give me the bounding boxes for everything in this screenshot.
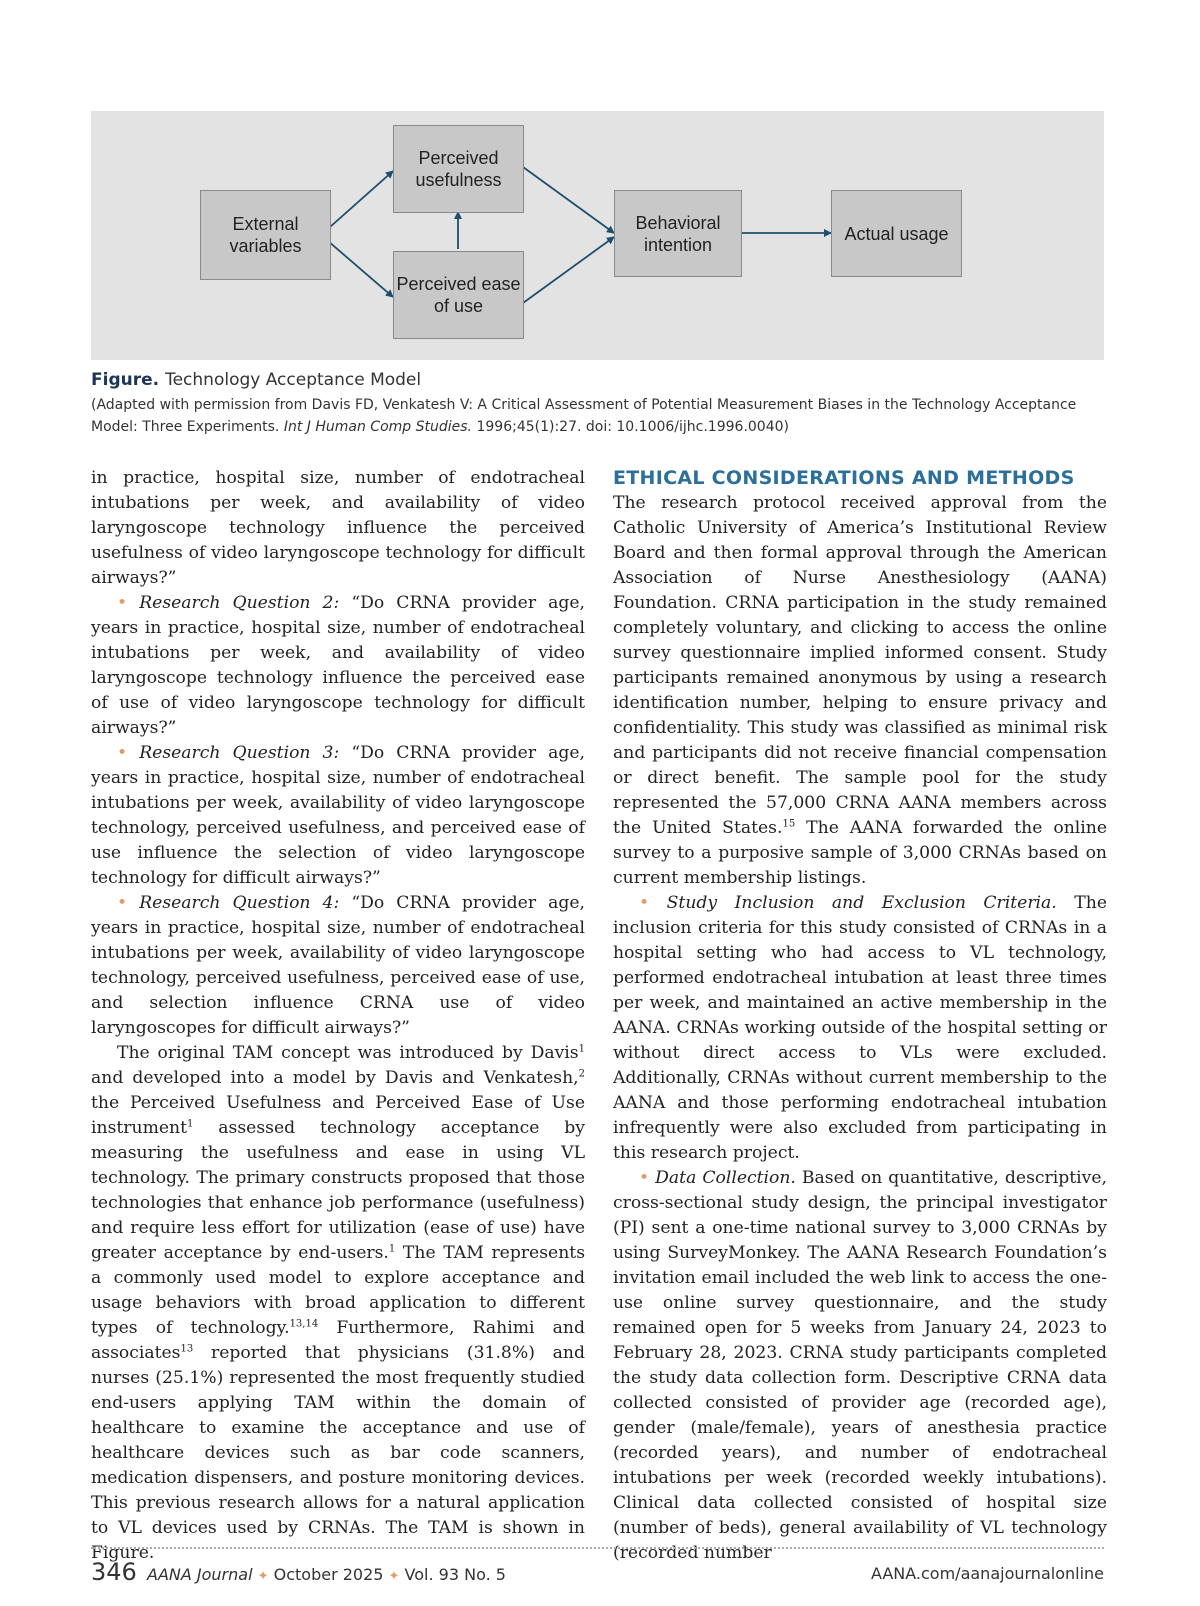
tam-text-a: The original TAM concept was introduced by Davis xyxy=(117,1043,579,1063)
research-question-4 xyxy=(91,891,585,1041)
box-perceived-usefulness xyxy=(393,125,524,213)
ref-1: 1 xyxy=(578,1043,585,1055)
caption-title: Technology Acceptance Model xyxy=(165,370,422,390)
bullet-dot: • xyxy=(117,593,128,613)
rq4-text: “Do CRNA provider age, years in practice, hospital size, number of endotracheal intubations per week, availability of video laryngoscope technology, perceived usefulness, perceived ease of use, and selection influence CRNA use of video laryngoscopes for difficult airways?” xyxy=(91,893,586,1038)
journal-name: AANA Journal xyxy=(147,1565,253,1584)
arrow-external-to-usefulness xyxy=(321,171,393,235)
bullet-dot: • xyxy=(639,893,650,913)
bullet-dot: • xyxy=(117,743,128,763)
ethics-paragraph xyxy=(613,491,1107,891)
inclusion-text: The inclusion criteria for this study consisted of CRNAs in a hospital setting who had access to VL technology, performed endotracheal intubation at least three times per week, and maintained an active membership in the AANA. CRNAs working outside of the hospital setting or without direct access to VLs were excluded. Additionally, CRNAs without current membership to the AANA and those performing endotracheal intubation infrequently were also excluded from participating in this research project. xyxy=(613,893,1108,1163)
rq4-label: Research Question 4: xyxy=(139,893,340,913)
ref-15: 15 xyxy=(782,818,796,830)
ref-13: 13 xyxy=(180,1343,194,1355)
issue-date: October 2025 xyxy=(273,1565,384,1584)
ethics-text-b: The AANA forwarded the online survey to a purposive sample of 3,000 CRNAs based on current membership listings. xyxy=(613,818,1107,888)
arrow-external-to-ease xyxy=(321,235,393,297)
box-perceived-ease-of-use xyxy=(393,251,524,339)
footer-divider xyxy=(91,1547,1104,1549)
data-collection-label: Data Collection. xyxy=(655,1168,796,1188)
box-actual-usage xyxy=(831,190,962,277)
rq3-text: “Do CRNA provider age, years in practice, hospital size, number of endotracheal intubations per week, availability of video laryngoscope technology, perceived usefulness, and perceived ease of use influence the selection of video laryngoscope technology for difficult airways?” xyxy=(91,743,586,888)
arrow-ease-to-intention xyxy=(523,237,614,303)
box-usefulness-label: Perceived usefulness xyxy=(415,148,502,190)
tam-text-f: Furthermore, Rahimi and associates xyxy=(91,1318,585,1363)
page-number: 346 xyxy=(91,1558,137,1586)
data-collection-paragraph xyxy=(613,1166,1107,1566)
inclusion-label: Study Inclusion and Exclusion Criteria. xyxy=(666,893,1057,913)
figure-caption xyxy=(91,369,1104,438)
rq2-text: “Do CRNA provider age, years in practice, hospital size, number of endotracheal intubations per week, and availability of video laryngoscope technology influence the perceived ease of use of video laryngoscope technology for difficult airways?” xyxy=(91,593,586,738)
box-ease-label: Perceived ease of use xyxy=(396,274,521,316)
right-column xyxy=(613,466,1107,1566)
caption-label: Figure. xyxy=(91,370,160,390)
section-heading: ETHICAL CONSIDERATIONS AND METHODS xyxy=(613,467,1075,489)
journal-website: AANA.com/aanajournalonline xyxy=(870,1564,1104,1583)
caption-credit xyxy=(91,394,1104,438)
box-external-label: External variables xyxy=(229,214,302,256)
ref-1b: 1 xyxy=(187,1118,194,1130)
ethics-text-a: The research protocol received approval from the Catholic University of America’s Institutional Review Board and then formal approval through the American Association of Nurse Anesthesiology (AANA) Foundation. CRNA participation in the study remained completely voluntary, and clicking to access the online survey questionnaire implied informed consent. Study participants remained anonymous by using a research identification number, helping to ensure privacy and confidentiality. This study was classified as minimal risk and participants did not receive financial compensation or direct benefit. The sample pool for the study represented the 57,000 CRNA AANA members across the United States. xyxy=(613,493,1107,838)
volume-number: Vol. 93 No. 5 xyxy=(404,1565,506,1584)
tam-text-d: assessed technology acceptance by measuring the usefulness and ease in using VL technology. The primary constructs proposed that those technologies that enhance job performance (usefulness) and require less effort for utilization (ease of use) have greater acceptance by end-users. xyxy=(91,1118,585,1263)
credit-suffix: 1996;45(1):27. doi: 10.1006/ijhc.1996.0040) xyxy=(476,419,789,435)
separator-icon: ✦ xyxy=(257,1569,269,1584)
separator-icon: ✦ xyxy=(388,1569,400,1584)
arrow-usefulness-to-intention xyxy=(523,167,614,233)
rq2-label: Research Question 2: xyxy=(139,593,340,613)
left-column xyxy=(91,466,585,1566)
credit-prefix: (Adapted with permission from Davis FD, Venkatesh V: A Critical Assessment of Potential Measurement Biases in the Technology Acceptance Model: Three Experiments. xyxy=(91,397,1077,435)
research-question-3 xyxy=(91,741,585,891)
bullet-dot: • xyxy=(117,893,128,913)
box-external-variables xyxy=(200,190,331,280)
box-usage-label: Actual usage xyxy=(844,223,949,244)
continued-question-text: in practice, hospital size, number of endotracheal intubations per week, and availability of video laryngoscope technology influence the perceived usefulness of video laryngoscope technology for difficult airways?” xyxy=(91,468,585,588)
tam-text-g: reported that physicians (31.8%) and nurses (25.1%) represented the most frequently studied end-users applying TAM within the domain of healthcare to examine the acceptance and use of healthcare devices such as bar code scanners, medication dispensers, and posture monitoring devices. This previous research allows for a natural application to VL devices used by CRNAs. The TAM is shown in Figure. xyxy=(91,1343,585,1563)
ref-1c: 1 xyxy=(388,1243,396,1255)
tam-text-b: and developed into a model by Davis and Venkatesh, xyxy=(91,1068,579,1088)
bullet-dot: • xyxy=(639,1168,650,1188)
tam-paragraph xyxy=(91,1041,585,1566)
box-behavioral-intention xyxy=(614,190,742,277)
ref-2: 2 xyxy=(578,1068,585,1080)
tam-text-e: The TAM represents a commonly used model to explore acceptance and usage behaviors with broad application to different types of technology. xyxy=(91,1243,586,1338)
tam-figure xyxy=(91,111,1104,360)
tam-text-c: the Perceived Usefulness and Perceived Ease of Use instrument xyxy=(91,1093,585,1138)
rq3-label: Research Question 3: xyxy=(139,743,340,763)
research-question-2 xyxy=(91,591,585,741)
credit-journal: Int J Human Comp Studies. xyxy=(283,419,473,435)
ref-13-14: 13,14 xyxy=(289,1318,319,1330)
page-footer xyxy=(91,1558,1104,1588)
inclusion-criteria-paragraph xyxy=(613,891,1107,1166)
data-collection-text: Based on quantitative, descriptive, cross-sectional study design, the principal investigator (PI) sent a one-time national survey to 3,000 CRNAs by using SurveyMonkey. The AANA Research Foundation’s invitation email included the web link to access the one-use online survey questionnaire, and the study remained open for 5 weeks from January 24, 2023 to February 28, 2023. CRNA study participants completed the study data collection form. Descriptive CRNA data collected consisted of provider age (recorded age), gender (male/female), years of anesthesia practice (recorded years), and number of endotracheal intubations per week (recorded weekly intubations). Clinical data collected consisted of hospital size (number of beds), general availability of VL technology (recorded number xyxy=(613,1168,1107,1563)
box-intention-label: Behavioral intention xyxy=(635,212,721,255)
